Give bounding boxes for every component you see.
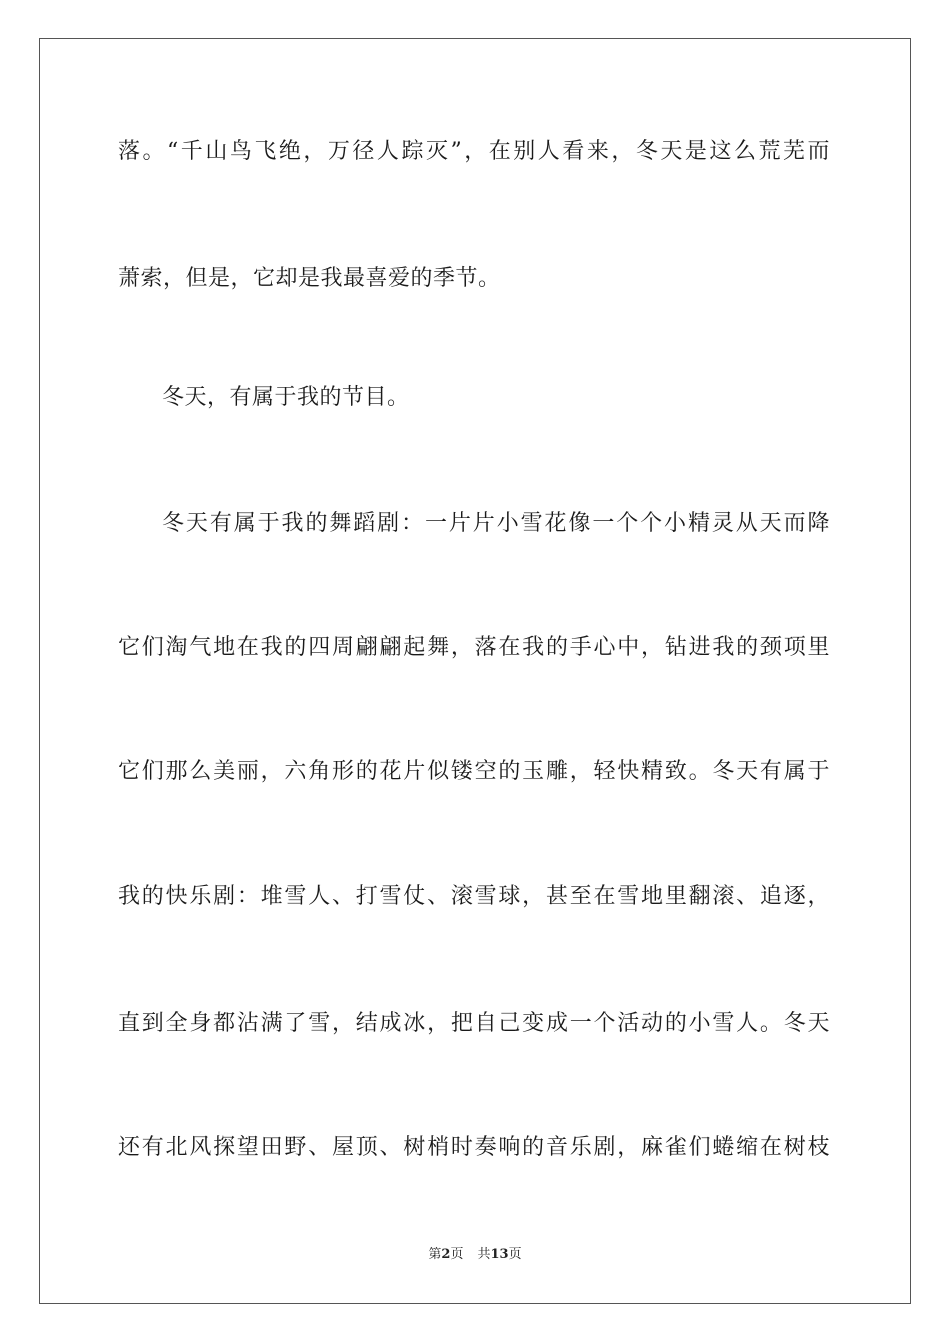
page-footer [0, 1246, 950, 1264]
page-number: 2 [441, 1247, 451, 1262]
text-line-7: 我的快乐剧：堆雪人、打雪仗、滚雪球，甚至在雪地里翻滚、追逐， [118, 884, 830, 909]
text-line-6: 它们那么美丽，六角形的花片似镂空的玉雕，轻快精致。冬天有属于 [118, 759, 830, 784]
text-line-5: 它们淘气地在我的四周翩翩起舞，落在我的手心中，钻进我的颈项里 [118, 635, 830, 660]
page-suffix: 页 [450, 1247, 464, 1262]
text-line-4: 冬天有属于我的舞蹈剧：一片片小雪花像一个个小精灵从天而降 [162, 511, 830, 536]
text-line-8: 直到全身都沾满了雪，结成冰，把自己变成一个活动的小雪人。冬天 [118, 1011, 830, 1036]
total-pages: 13 [490, 1247, 509, 1262]
text-line-1: 落。“千山鸟飞绝，万径人踪灭”，在别人看来，冬天是这么荒芜而 [118, 139, 830, 164]
page-prefix: 第 [428, 1247, 442, 1262]
page-border [39, 38, 911, 1304]
total-prefix: 共 [477, 1247, 491, 1262]
paragraph-heading-line: 冬天，有属于我的节目。 [162, 385, 410, 410]
text-line-2: 萧索，但是，它却是我最喜爱的季节。 [118, 266, 501, 291]
total-suffix: 页 [508, 1247, 522, 1262]
text-line-9: 还有北风探望田野、屋顶、树梢时奏响的音乐剧，麻雀们蜷缩在树枝 [118, 1135, 830, 1160]
